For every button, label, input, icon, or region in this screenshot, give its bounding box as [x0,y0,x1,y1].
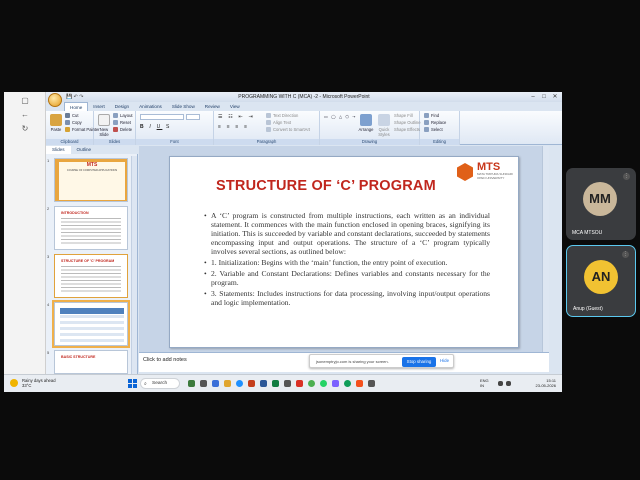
quick-access-toolbar[interactable]: 💾 ↶ ↷ [66,94,84,100]
app-icon[interactable] [212,380,219,387]
delete-button[interactable]: Delete [113,127,132,133]
paragraph-label: Paragraph [214,139,319,145]
font-name-combo[interactable] [140,114,184,120]
stop-sharing-button[interactable]: Stop sharing [402,357,436,367]
notes-pane[interactable] [139,352,549,372]
panel-tabs [46,146,138,154]
reset-button[interactable]: Reset [113,120,131,126]
drawing-group [320,111,420,145]
panel-tab-slides[interactable]: Slides [46,146,71,154]
powerpoint-icon[interactable] [248,380,255,387]
slides-label: Slides [94,139,135,145]
select-icon [424,127,429,132]
task-view-icon[interactable] [200,380,207,387]
tab-view[interactable]: View [229,104,240,109]
thumb-number: 4 [47,302,50,307]
browser-menu-icon[interactable]: ▢ [21,96,29,105]
windows-start-icon[interactable] [128,379,137,388]
ribbon [46,111,562,145]
shapes-gallery[interactable]: ▭ ◯ △ ⬠ ➝ [324,114,357,119]
layout-button[interactable]: Layout [113,113,133,119]
whatsapp-icon[interactable] [320,380,327,387]
align-text-button[interactable]: Align Text [266,120,291,126]
find-icon [424,113,429,118]
clock-time: 15:11 [546,378,556,383]
thumb-title: INTRODUCTION [61,211,89,215]
settings-icon[interactable] [284,380,291,387]
shape-effects-button[interactable]: Shape Effects [394,127,420,132]
participant-tile-mm[interactable] [566,168,636,240]
thumb-title: MTS [86,162,98,168]
drawing-label: Drawing [320,139,419,145]
slide-thumb-1[interactable] [54,158,128,202]
quick-styles-button[interactable]: Quick Styles [376,114,392,137]
editing-label: Editing [420,139,459,145]
slide-body[interactable] [204,211,490,309]
copy-button[interactable]: Copy [65,120,82,126]
powerpoint-window [46,92,562,382]
thumb-title: BASIC STRUCTURE [61,355,96,359]
clock-date: 23-05-2026 [535,383,556,388]
thumb-subtitle: COURSE OF COMPUTER APPLICATIONS [66,169,118,172]
window-title: PROGRAMMING WITH C (MCA) -2 - Microsoft PowerPoint [46,92,562,102]
weather-forecast: Rainy days ahead [22,378,56,383]
slide-scrollbar[interactable] [542,146,549,352]
thumb-number: 3 [47,254,50,259]
delete-icon [113,127,118,132]
find-button[interactable]: Find [424,113,439,119]
logo-emblem-icon [457,163,473,181]
tab-home[interactable]: Home [64,102,88,111]
shape-fill-button[interactable]: Shape Fill [394,113,413,118]
slide-thumb-3[interactable] [54,254,128,298]
avatar: MM [583,182,617,216]
widgets-icon[interactable] [188,380,195,387]
logo-text: MTS [477,161,501,173]
app-icon[interactable] [356,380,363,387]
maximize-icon[interactable]: □ [542,94,546,100]
cut-button[interactable]: Cut [65,113,79,119]
ribbon-tabs [64,102,245,111]
weather-icon[interactable] [10,379,18,387]
slide-thumb-2[interactable] [54,206,128,250]
more-options-icon[interactable]: ⋮ [623,251,628,257]
arrange-button[interactable]: Arrange [358,114,374,132]
font-label: Font [136,139,213,145]
thumb-title: STRUCTURE OF 'C' PROGRAM [61,259,115,263]
avatar: AN [584,260,618,294]
brush-icon [65,127,70,132]
app-icon[interactable] [332,380,339,387]
scissors-icon [65,113,70,118]
office-button[interactable] [48,93,62,107]
logo-subtitle: MATA TRIPURA SUNDARI OPEN UNIVERSITY [477,172,513,180]
file-explorer-icon[interactable] [224,380,231,387]
thumb-number: 5 [47,350,50,355]
font-size-combo[interactable] [186,114,200,120]
browser-strip [4,92,46,392]
tab-review[interactable]: Review [204,104,220,109]
convert-smartart-button[interactable]: Convert to SmartArt [266,127,310,133]
quick-styles-icon [378,114,390,126]
slide-title[interactable]: STRUCTURE OF ‘C’ PROGRAM [216,178,436,194]
bullet-item: • 3. Statements: Includes instructions for data processing, involving input/output operations and logic implementation. [204,289,490,307]
region-code: IN [480,383,484,388]
select-button[interactable]: Select [424,127,443,133]
participant-name: Anup (Guest) [573,306,603,312]
volume-icon[interactable] [506,381,511,386]
word-icon[interactable] [260,380,267,387]
bullet-item: • 1. Initialization: Begins with the ‘main’ function, the entry point of execution. [204,258,490,267]
panel-scrollbar[interactable] [131,156,137,374]
tab-insert[interactable]: Insert [93,104,105,109]
notes-placeholder: Click to add notes [143,357,187,363]
format-painter-button[interactable]: Format Painter [65,127,100,133]
slides-panel [46,146,138,376]
excel-icon[interactable] [272,380,279,387]
search-label: Search [152,381,168,386]
smartart-icon [266,127,271,132]
slide-canvas [139,146,549,352]
font-format-buttons[interactable]: B I U S [140,124,172,130]
participant-name: MCA MTSOU [572,230,603,236]
clipboard-label: Clipboard [46,139,93,145]
text-direction-button[interactable]: Text Direction [266,113,298,119]
app-icon[interactable] [368,380,375,387]
paragraph-group [214,111,320,145]
new-slide-button[interactable]: New Slide [96,114,112,137]
thumb-number: 1 [47,158,50,163]
font-group [136,111,214,145]
system-clock[interactable] [536,378,556,388]
close-icon[interactable]: ✕ [552,94,558,100]
paste-icon [50,114,62,126]
mts-logo [457,161,515,187]
text-direction-icon [266,113,271,118]
shared-screen [4,92,562,392]
slide-thumb-4[interactable] [54,302,128,346]
language-code: ENG [480,378,489,383]
minimize-icon[interactable]: – [531,94,535,100]
more-options-icon[interactable]: ⋮ [624,173,629,179]
participant-tile-an[interactable] [566,245,636,317]
slide-thumb-5[interactable] [54,350,128,374]
shape-outline-button[interactable]: Shape Outline [394,120,421,125]
hide-banner-button[interactable]: Hide [440,358,450,363]
layout-icon [113,113,118,118]
thumb-number: 2 [47,206,50,211]
reset-icon [113,120,118,125]
list-buttons[interactable]: ☰ ☷ ⇤ ⇥ [218,114,255,120]
search-icon: ⌕ [144,381,147,387]
panel-tab-outline[interactable]: Outline [76,147,92,152]
replace-button[interactable]: Replace [424,120,446,126]
editing-group [420,111,460,145]
current-slide[interactable] [169,156,519,348]
tab-animations[interactable]: Animations [139,104,162,109]
language-indicator[interactable] [480,378,489,388]
wifi-icon[interactable] [498,381,503,386]
app-icon[interactable] [296,380,303,387]
screen-share-banner [309,354,454,368]
new-slide-icon [98,114,110,126]
bullet-item: • A ‘C’ program is constructed from multiple instructions, each written as an individual statement. It commences with the main function enclosed in opening braces, signifying its initiation. This is succeeded by variable and constant declarations, succeeded by statements encompassing input and output operations. The structure of a ‘C’ program typically involves several sections, as outlined below: [204,211,490,256]
weather-widget[interactable] [22,378,56,388]
app-icon[interactable] [344,380,351,387]
arrange-icon [360,114,372,126]
tab-slide-show[interactable]: Slide Show [171,104,195,109]
align-buttons[interactable]: ≡ ≡ ≡ ≡ [218,124,250,130]
edge-icon[interactable] [236,380,243,387]
share-message: jsonemptryjo.com is sharing your screen. [316,359,389,364]
reload-icon[interactable]: ↻ [21,124,29,133]
taskbar-search[interactable] [140,378,180,389]
weather-temp: 33°C [22,383,32,388]
replace-icon [424,120,429,125]
align-text-icon [266,120,271,125]
bullet-item: • 2. Variable and Constant Declarations: Defines variables and constants necessary for the program. [204,269,490,287]
copy-icon [65,120,70,125]
slides-group [94,111,136,145]
windows-taskbar [4,374,562,392]
tab-design[interactable]: Design [114,104,130,109]
clipboard-group [46,111,100,145]
chrome-icon[interactable] [308,380,315,387]
back-icon[interactable]: ← [21,110,29,119]
paste-button[interactable]: Paste [48,114,64,132]
